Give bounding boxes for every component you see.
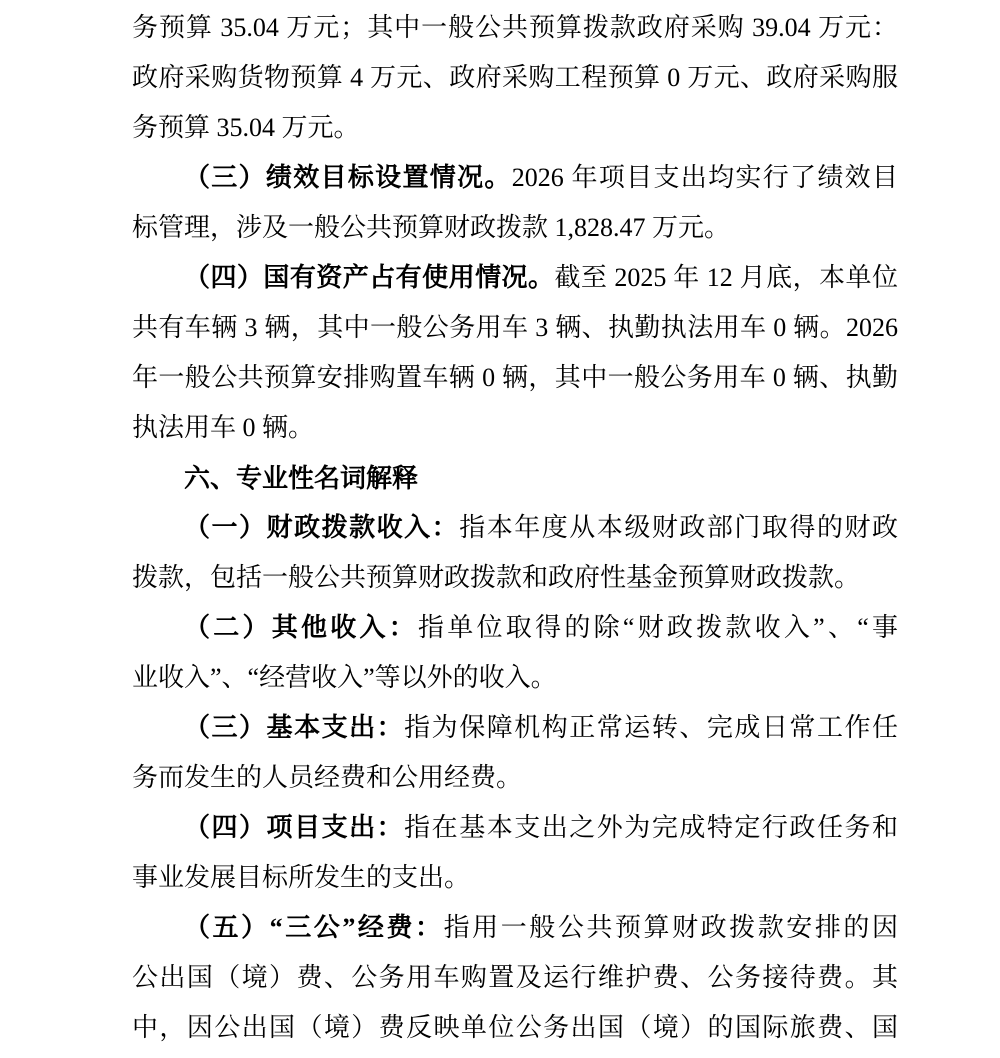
- document-line: [132, 603, 898, 653]
- line-text: 2026 年项目支出均实行了绩效目: [511, 163, 898, 192]
- line-text: 拨款，包括一般公共预算财政拨款和政府性基金预算财政拨款。: [132, 563, 861, 592]
- document-line: [132, 153, 898, 203]
- document-line: [132, 853, 898, 903]
- document-line: [132, 503, 898, 553]
- document-line: [132, 903, 898, 953]
- document-content: [132, 3, 898, 1053]
- line-bold-term: （五）“三公”经费：: [184, 913, 444, 942]
- line-text: 六、专业性名词解释: [184, 463, 419, 493]
- line-bold-term: （四）国有资产占有使用情况。: [184, 263, 555, 292]
- document-line: [132, 703, 898, 753]
- document-line: [132, 1003, 898, 1053]
- line-text: 共有车辆 3 辆，其中一般公务用车 3 辆、执勤执法用车 0 辆。2026: [132, 313, 898, 342]
- line-text: 业收入”、“经营收入”等以外的收入。: [132, 663, 557, 692]
- line-text: 公出国（境）费、公务用车购置及运行维护费、公务接待费。其: [132, 963, 898, 992]
- line-text: 年一般公共预算安排购置车辆 0 辆，其中一般公务用车 0 辆、执勤: [132, 363, 898, 392]
- line-bold-term: （三）基本支出：: [184, 713, 405, 742]
- document-line: [132, 753, 898, 803]
- line-text: 标管理，涉及一般公共预算财政拨款 1,828.47 万元。: [132, 213, 731, 242]
- document-line: [132, 953, 898, 1003]
- line-text: 中，因公出国（境）费反映单位公务出国（境）的国际旅费、国: [132, 1013, 898, 1042]
- line-text: 务而发生的人员经费和公用经费。: [132, 763, 523, 792]
- line-text: 务预算 35.04 万元。: [132, 113, 360, 142]
- document-line: [132, 803, 898, 853]
- document-line: [132, 353, 898, 403]
- document-line: [132, 403, 898, 453]
- document-line: [132, 103, 898, 153]
- line-bold-term: （二）其他收入：: [184, 613, 419, 642]
- line-text: 执法用车 0 辆。: [132, 413, 315, 442]
- line-bold-term: （四）项目支出：: [184, 813, 405, 842]
- line-text: 截至 2025 年 12 月底，本单位: [554, 263, 898, 292]
- line-bold-term: （一）财政拨款收入：: [184, 513, 460, 542]
- line-text: 事业发展目标所发生的支出。: [132, 863, 471, 892]
- line-text: 政府采购货物预算 4 万元、政府采购工程预算 0 万元、政府采购服: [132, 63, 898, 92]
- line-text: 指在基本支出之外为完成特定行政任务和: [404, 813, 898, 842]
- line-bold-term: （三）绩效目标设置情况。: [184, 163, 512, 192]
- document-line: [132, 253, 898, 303]
- document-line: [132, 653, 898, 703]
- line-text: 指本年度从本级财政部门取得的财政: [459, 513, 898, 542]
- document-line: [132, 53, 898, 103]
- document-line: [132, 303, 898, 353]
- document-line: [132, 553, 898, 603]
- line-text: 指为保障机构正常运转、完成日常工作任: [404, 713, 898, 742]
- document-line: [132, 453, 898, 503]
- line-text: 务预算 35.04 万元；其中一般公共预算拨款政府采购 39.04 万元：: [132, 13, 898, 42]
- document-line: [132, 3, 898, 53]
- document-line: [132, 203, 898, 253]
- line-text: 指单位取得的除“财政拨款收入”、“事: [418, 613, 898, 642]
- line-text: 指用一般公共预算财政拨款安排的因: [443, 913, 898, 942]
